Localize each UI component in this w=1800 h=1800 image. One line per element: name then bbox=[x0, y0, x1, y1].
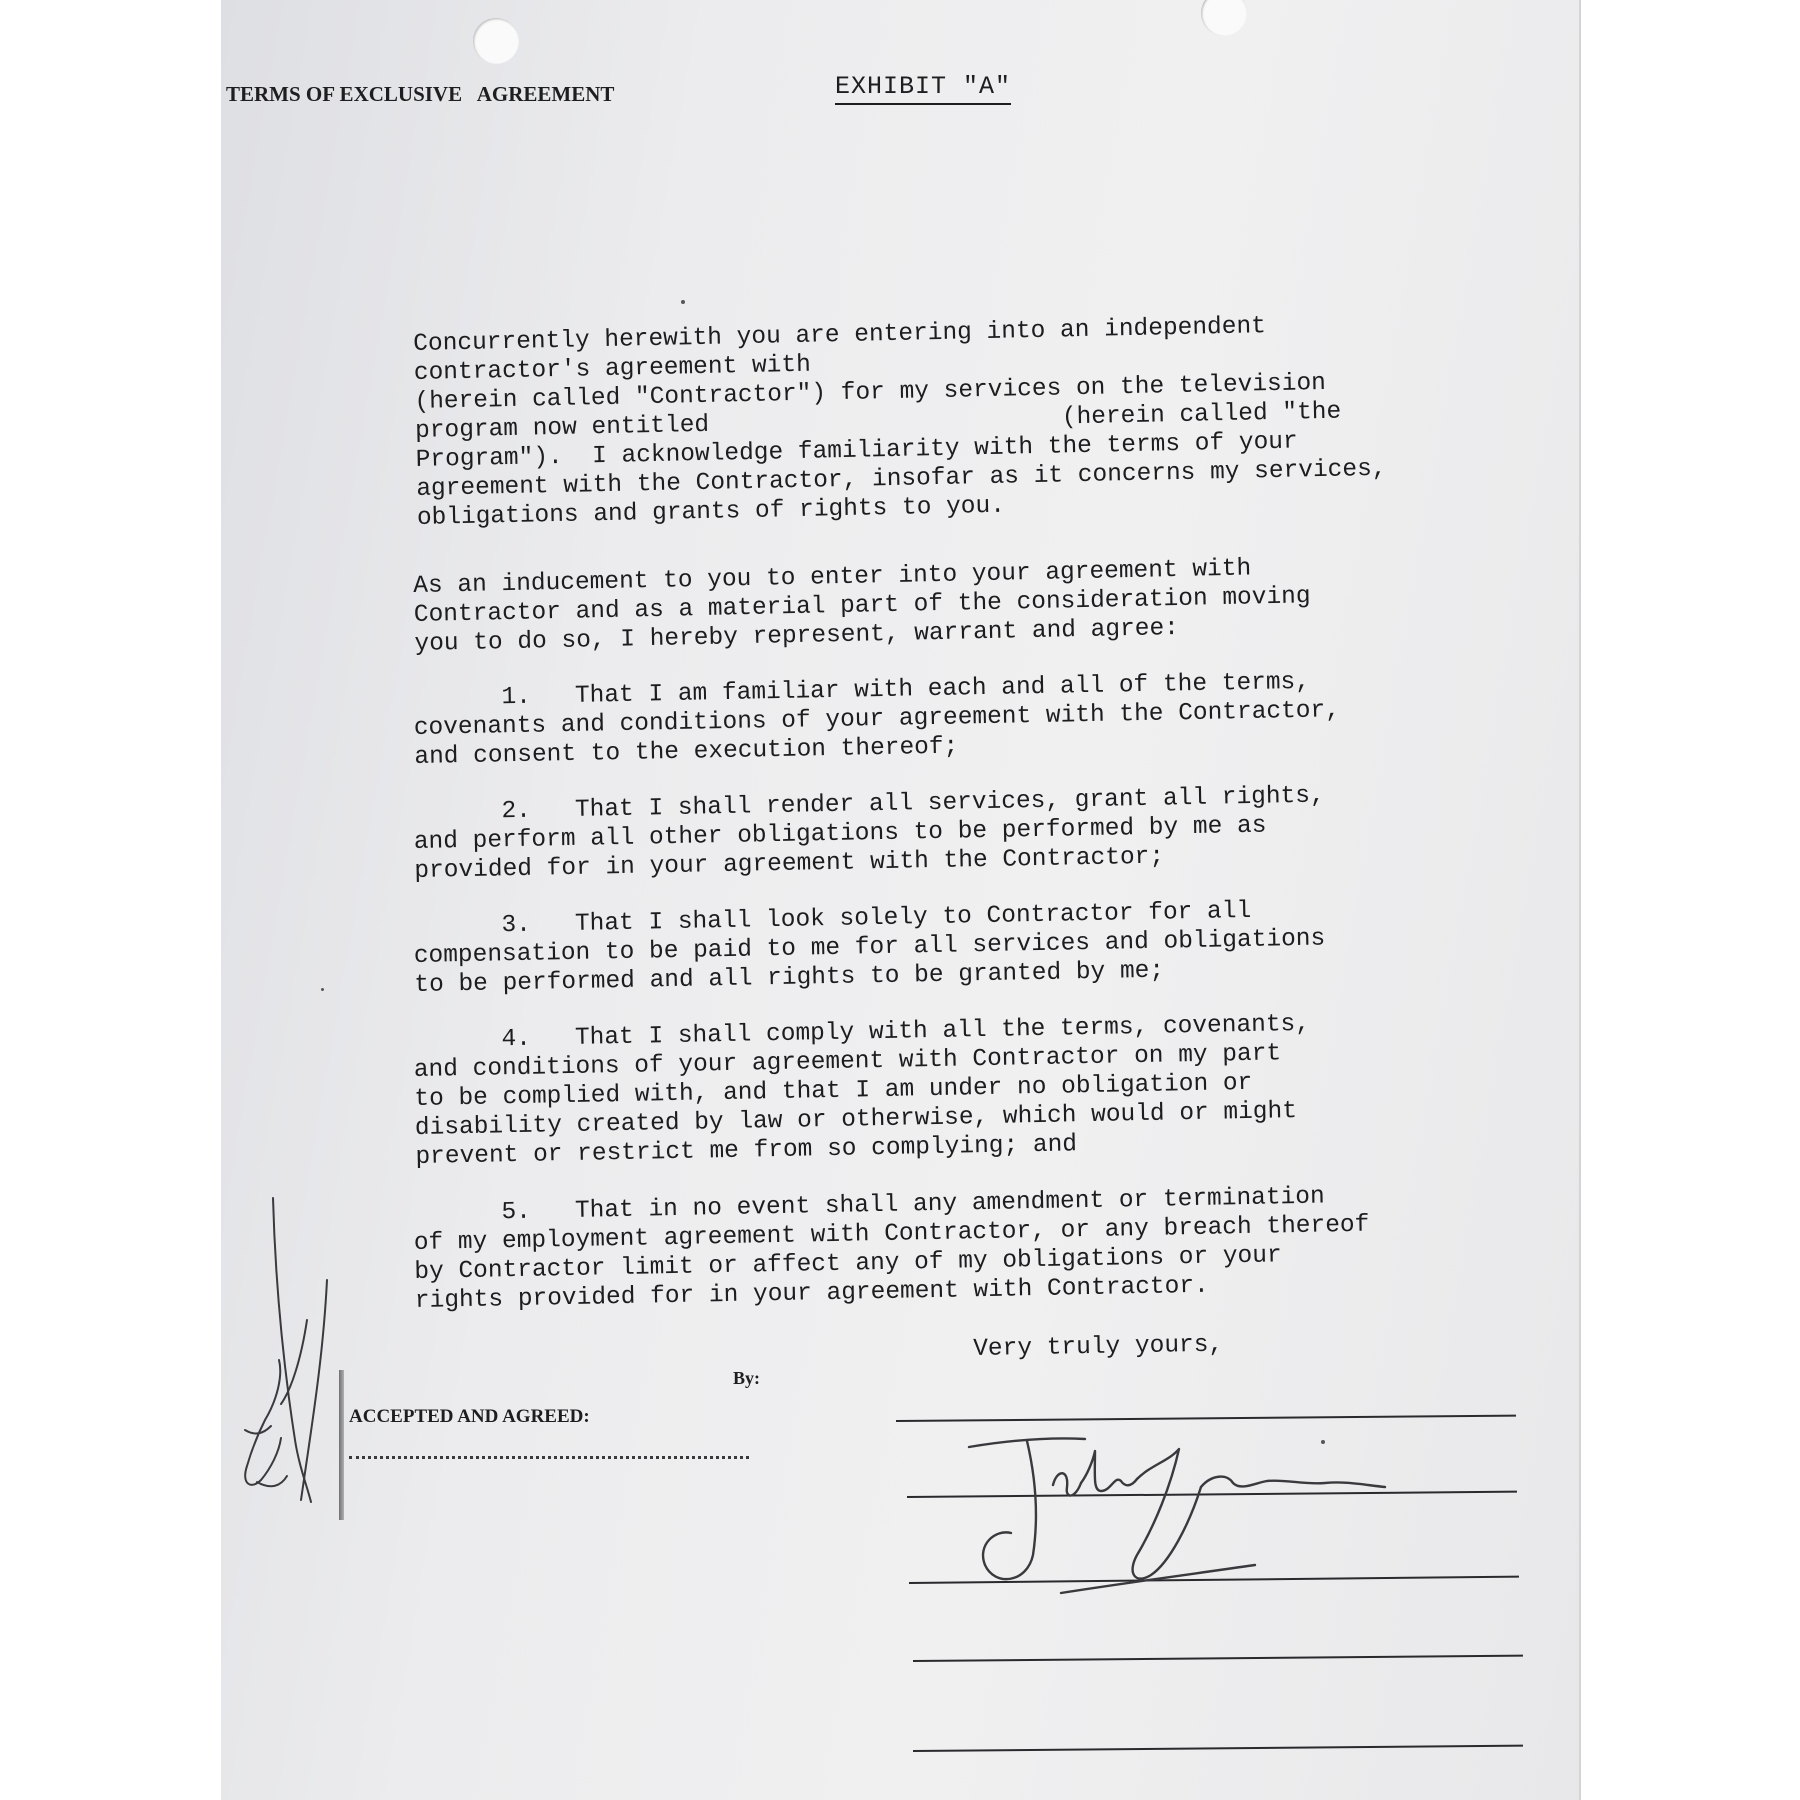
handwritten-signature bbox=[965, 1425, 1405, 1625]
accepted-signature-line bbox=[349, 1456, 749, 1459]
clause-item: 1. That I am familiar with each and all of the terms, covenants and conditions of your agreement with the Contractor, and consent to the execution thereof; bbox=[413, 668, 1341, 771]
clause-item: 2. That I shall render all services, grant all rights, and perform all other obligations to be performed by me as provided for in your agreement with the Contractor; bbox=[413, 782, 1325, 885]
punch-hole bbox=[473, 18, 519, 64]
paper-speck bbox=[321, 988, 324, 991]
signature-line bbox=[913, 1655, 1523, 1662]
signature-line bbox=[913, 1745, 1523, 1752]
initials-mark bbox=[221, 1190, 341, 1520]
inducement-paragraph: As an inducement to you to enter into your agreement with Contractor and as a material part of the consideration moving you to do so, I hereby represent, warrant and agree: bbox=[413, 555, 1311, 658]
paper-speck bbox=[681, 300, 685, 304]
clause-item: 5. That in no event shall any amendment or termination of my employment agreement with Contractor, or any breach thereof by Contractor limit or affect any of my obligations or your rights provided for in your agreement with Contractor. bbox=[413, 1183, 1370, 1315]
document-page bbox=[221, 0, 1581, 1800]
clause-item: 3. That I shall look solely to Contractor for all compensation to be paid to me for all services and obligations to be performed and all rights to be granted by me; bbox=[413, 897, 1326, 999]
signature-line bbox=[896, 1415, 1516, 1422]
accepted-label: ACCEPTED AND AGREED: bbox=[349, 1406, 590, 1427]
punch-hole bbox=[1201, 0, 1247, 36]
clause-item: 4. That I shall comply with all the terms, covenants, and conditions of your agreement with Contractor on my part to be complied with, and that I am under no obligation or disability created by law or otherwise, which would or might prevent or restrict me from so complying; and bbox=[413, 1010, 1311, 1171]
intro-paragraph: Concurrently herewith you are entering into an independent contractor's agreement with (herein called "Contractor") for my services on the television program now entitled (herein called "the Program"). I acknowledge familiarity with the terms of your agreement with the Contractor, insofar as it concerns my services, obligations and grants of rights to you. bbox=[413, 313, 1387, 532]
by-label: By: bbox=[733, 1368, 760, 1388]
exhibit-label: EXHIBIT "A" bbox=[835, 72, 1011, 105]
closing-salutation: Very truly yours, bbox=[973, 1331, 1224, 1363]
agreement-title: TERMS OF EXCLUSIVE AGREEMENT bbox=[226, 82, 615, 106]
